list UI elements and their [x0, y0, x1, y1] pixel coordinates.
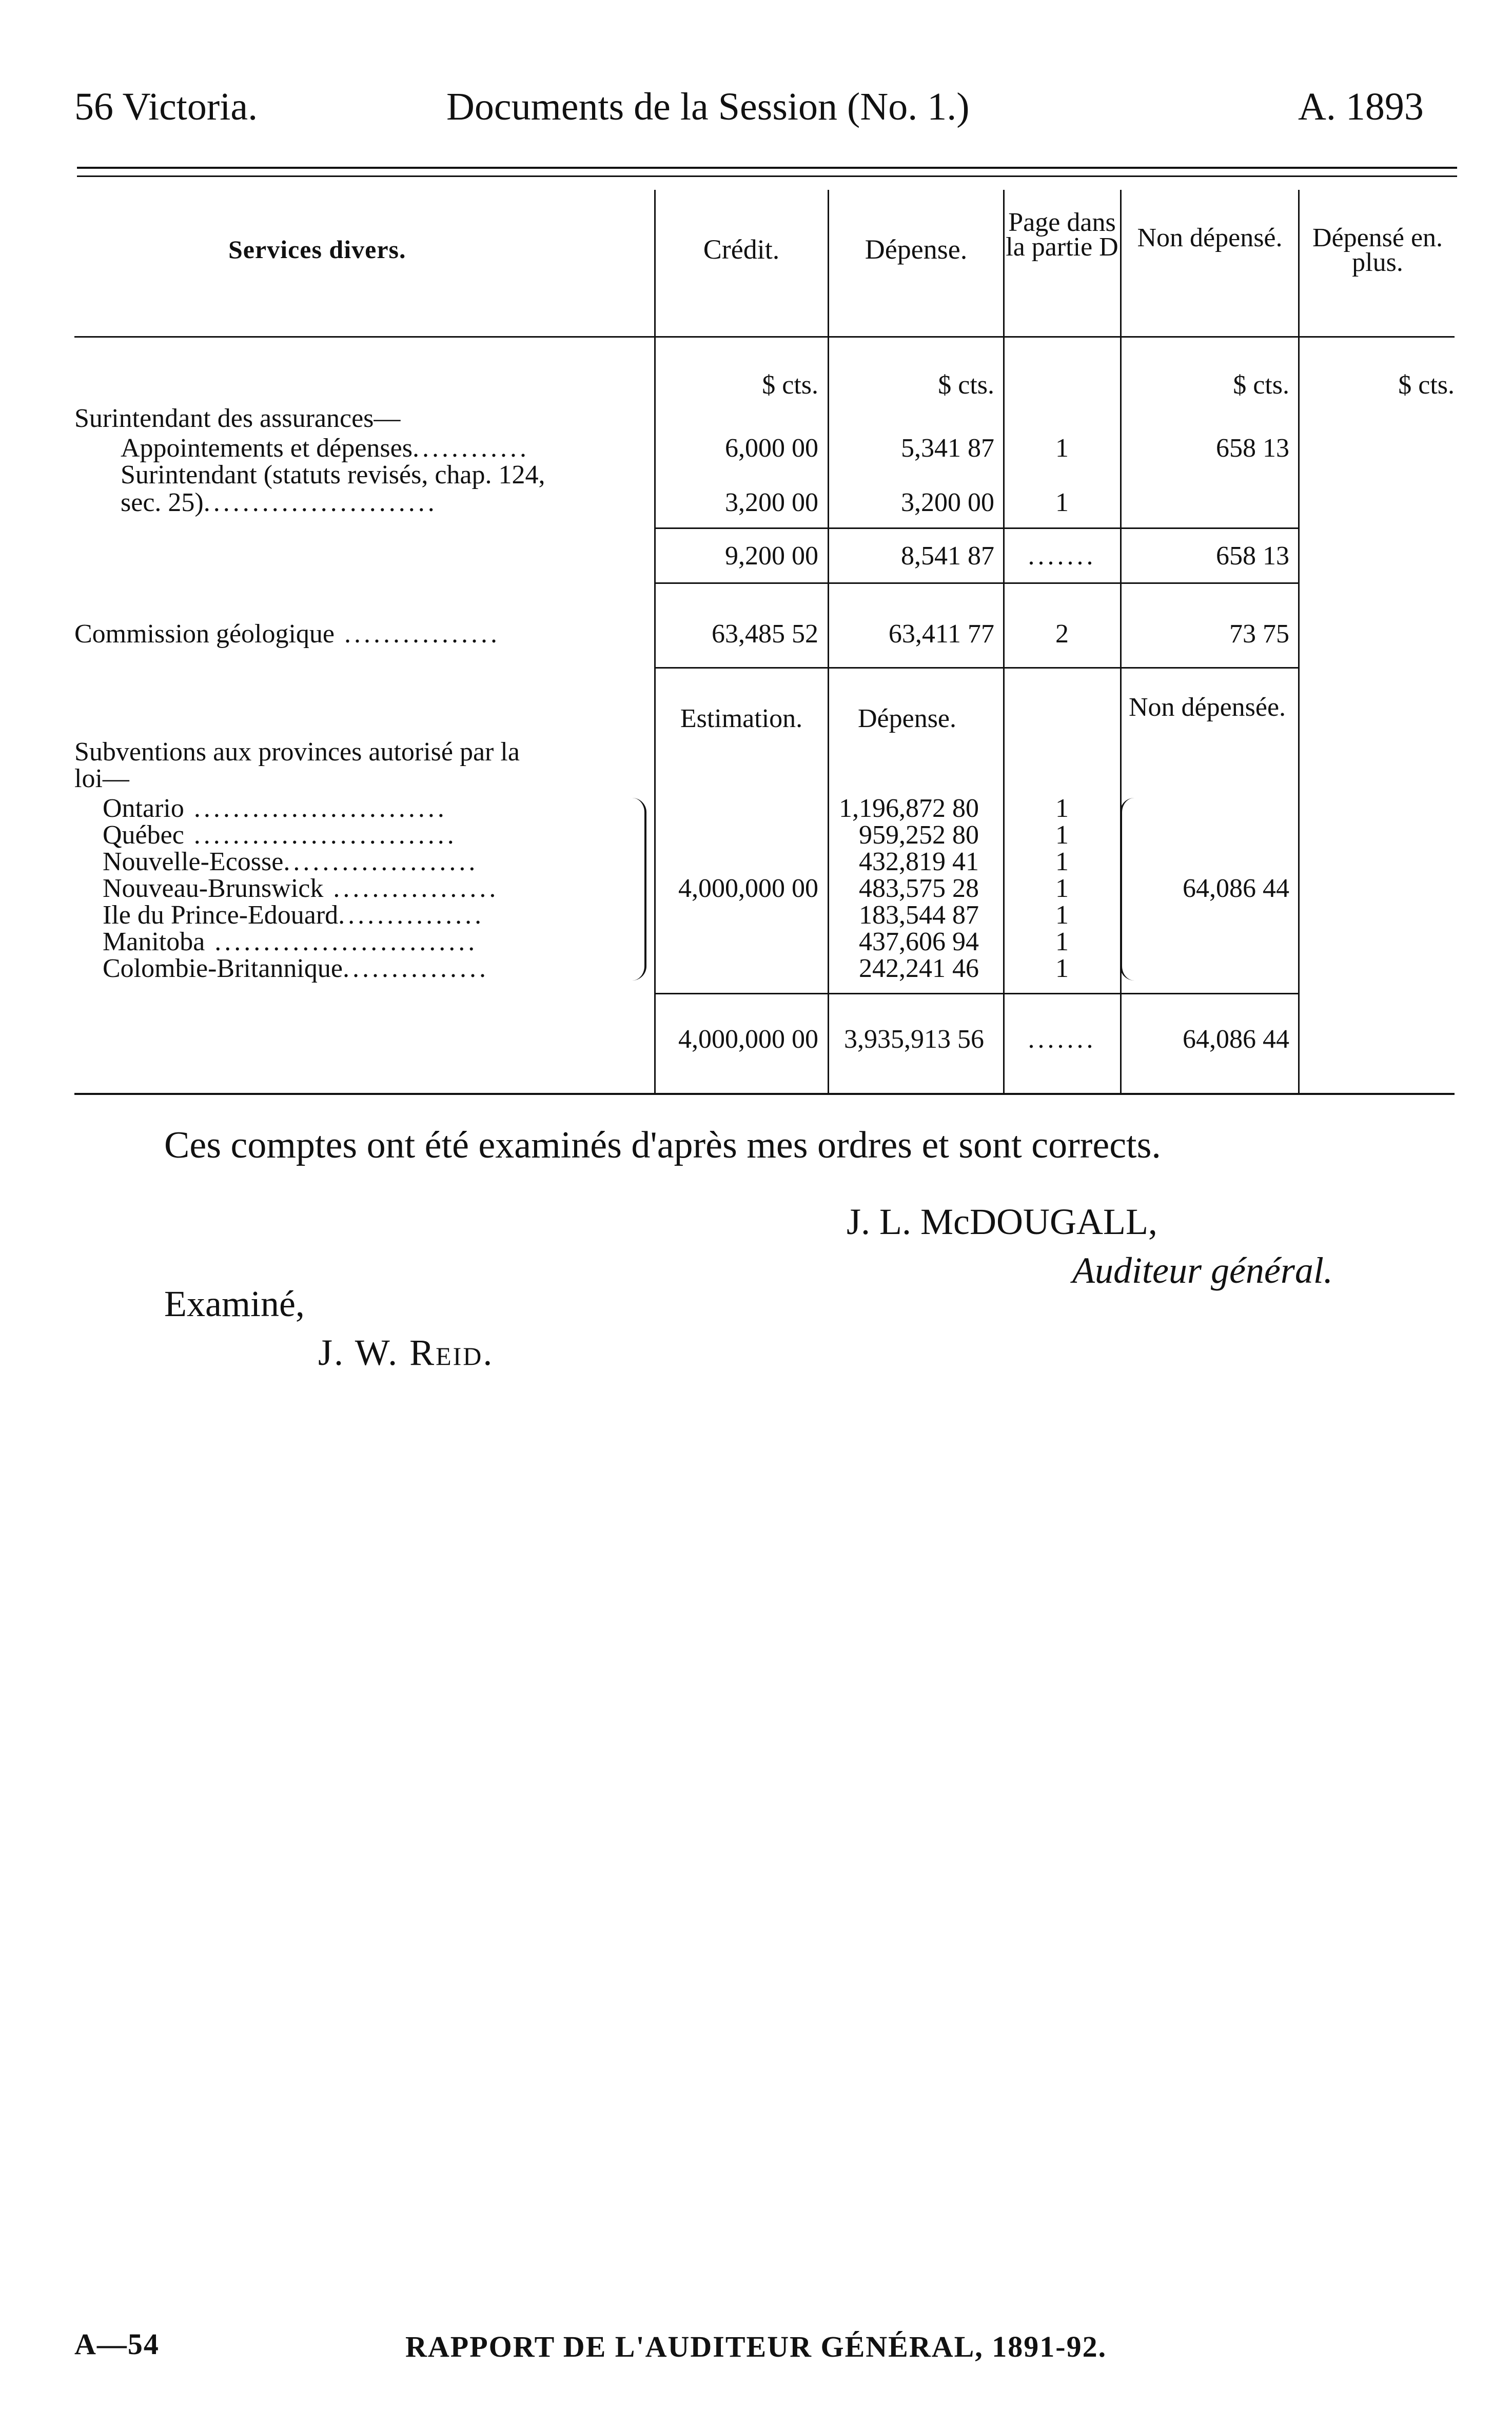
subventions-head-depense: Dépense.: [857, 704, 957, 733]
commission-rule: [654, 667, 1300, 669]
province-depense: 183,544 87: [859, 900, 979, 930]
surintendant-title: Surintendant des assurances—: [74, 404, 401, 433]
surintendant-total-rule: [654, 527, 1300, 529]
header-rule-top: [77, 167, 1457, 169]
province-page: 1: [1055, 820, 1069, 850]
subventions-estimation: 4,000,000 00: [678, 874, 818, 903]
subventions-total-depense: 3,935,913 56: [844, 1025, 984, 1054]
header-rule-bottom: [77, 175, 1457, 177]
examine-label: Examiné,: [164, 1283, 305, 1324]
report-title: RAPPORT DE L'AUDITEUR GÉNÉRAL, 1891-92.: [405, 2330, 1107, 2363]
commission-page: 2: [1055, 619, 1069, 649]
province-row: Ontario ..........................: [103, 794, 447, 823]
col-head-depense-plus: Dépensé en. plus.: [1312, 223, 1443, 277]
commission-depense: 63,411 77: [888, 619, 994, 649]
surintendant-total-depense: 8,541 87: [901, 541, 994, 571]
page-id: A—54: [74, 2327, 160, 2361]
province-page: 1: [1055, 927, 1069, 956]
unit-depense-plus: $ cts.: [1398, 370, 1455, 400]
commission-non: 73 75: [1229, 619, 1289, 649]
province-row: Colombie-Britannique...............: [103, 954, 489, 983]
surintendant-row2-label-b: sec. 25)........................: [121, 488, 438, 517]
col-head-depense: Dépense.: [865, 234, 968, 265]
province-page: 1: [1055, 794, 1069, 823]
surintendant-total-page-dots: .......: [1028, 541, 1096, 571]
subventions-total-rule: [654, 993, 1300, 994]
province-row: Nouvelle-Ecosse....................: [103, 847, 479, 876]
province-depense: 432,819 41: [859, 847, 979, 876]
subventions-total-page-dots: .......: [1028, 1025, 1096, 1054]
subventions-total-non: 64,086 44: [1183, 1025, 1289, 1054]
province-row: Manitoba ...........................: [103, 927, 478, 956]
surintendant-row2-depense: 3,200 00: [901, 488, 994, 517]
auditor-name: J. L. McDOUGALL,: [847, 1201, 1157, 1242]
surintendant-total-non: 658 13: [1216, 541, 1289, 571]
header-left: 56 Victoria.: [74, 85, 258, 128]
header-center: Documents de la Session (No. 1.): [446, 85, 970, 128]
col-divider: [1003, 190, 1005, 1093]
province-depense: 959,252 80: [859, 820, 979, 850]
surintendant-row2-label-a: Surintendant (statuts revisés, chap. 124,: [121, 460, 545, 489]
province-page: 1: [1055, 954, 1069, 983]
certification-statement: Ces comptes ont été examinés d'après mes ordres et sont corrects.: [164, 1124, 1161, 1166]
surintendant-row1-depense: 5,341 87: [901, 434, 994, 463]
auditor-title: Auditeur général.: [1072, 1250, 1333, 1291]
province-page: 1: [1055, 874, 1069, 903]
subventions-non-depensee: 64,086 44: [1183, 874, 1289, 903]
col-divider: [828, 190, 829, 1093]
col-divider: [654, 190, 656, 1093]
province-row: Ile du Prince-Edouard...............: [103, 900, 485, 930]
subventions-head-credit: Estimation.: [680, 704, 803, 733]
col-head-credit: Crédit.: [703, 234, 780, 265]
province-depense: 483,575 28: [859, 874, 979, 903]
examiner-name: J. W. Reid.: [318, 1332, 494, 1373]
province-page: 1: [1055, 900, 1069, 930]
surintendant-row1-label: Appointements et dépenses............: [121, 434, 529, 463]
surintendant-row2-credit: 3,200 00: [725, 488, 818, 517]
col-divider: [1298, 190, 1300, 1093]
province-row: Nouveau-Brunswick .................: [103, 874, 499, 903]
surintendant-row2-page: 1: [1055, 488, 1069, 517]
header-right: A. 1893: [1298, 85, 1424, 128]
subventions-title-b: loi—: [74, 764, 129, 793]
subventions-head-non: Non dépensée.: [1128, 693, 1286, 722]
province-page: 1: [1055, 847, 1069, 876]
unit-depense: $ cts.: [938, 370, 994, 400]
province-depense: 242,241 46: [859, 954, 979, 983]
province-depense: 437,606 94: [859, 927, 979, 956]
provinces-brace: [631, 798, 646, 981]
col-head-page: Page dans la partie D: [1006, 208, 1118, 262]
province-depense: 1,196,872 80: [839, 794, 979, 823]
commission-label: Commission géologique ................: [74, 619, 500, 649]
surintendant-row1-non: 658 13: [1216, 434, 1289, 463]
col-head-non-depense: Non dépensé.: [1137, 223, 1283, 252]
unit-credit: $ cts.: [762, 370, 818, 400]
surintendant-end-rule: [654, 582, 1300, 584]
commission-credit: 63,485 52: [712, 619, 818, 649]
col-head-services: Services divers.: [228, 235, 406, 264]
subventions-total-credit: 4,000,000 00: [678, 1025, 818, 1054]
province-row: Québec ...........................: [103, 820, 457, 850]
table-bottom-rule: [74, 1093, 1455, 1095]
subventions-title-a: Subventions aux provinces autorisé par la: [74, 737, 520, 767]
surintendant-row1-credit: 6,000 00: [725, 434, 818, 463]
heading-rule: [74, 336, 1455, 338]
surintendant-total-credit: 9,200 00: [725, 541, 818, 571]
unit-non-depense: $ cts.: [1233, 370, 1289, 400]
surintendant-row1-page: 1: [1055, 434, 1069, 463]
